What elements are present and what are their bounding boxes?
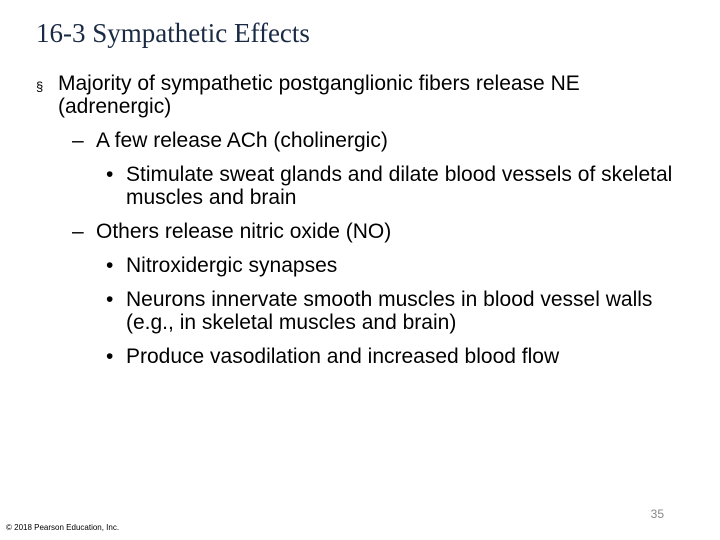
bullet-text: Stimulate sweat glands and dilate blood vessels of skeletal muscles and brain (126, 163, 673, 209)
bullet-text: Nitroxidergic synapses (126, 254, 338, 277)
slide-content (36, 72, 686, 379)
bullet-text: Neurons innervate smooth muscles in blood vessel walls (e.g., in skeletal muscles and brain) (126, 288, 653, 334)
bullet-text: Majority of sympathetic postganglionic fibers release NE (adrenergic) (58, 72, 580, 118)
bullet-text: A few release ACh (cholinergic) (96, 129, 388, 152)
dash-bullet-icon: – (72, 129, 84, 152)
bullet-level-3 (36, 288, 686, 334)
bullet-level-3 (36, 254, 686, 277)
page-number: 35 (650, 507, 664, 521)
bullet-level-2 (36, 129, 686, 152)
bullet-text: Others release nitric oxide (NO) (96, 220, 392, 243)
bullet-text: Produce vasodilation and increased blood flow (126, 345, 560, 368)
dot-bullet-icon: • (106, 345, 114, 368)
bullet-level-2 (36, 220, 686, 243)
bullet-level-3 (36, 345, 686, 368)
bullet-level-1 (36, 72, 686, 118)
slide-title: 16-3 Sympathetic Effects (36, 18, 310, 48)
dot-bullet-icon: • (106, 254, 114, 277)
bullet-level-3 (36, 163, 686, 209)
dot-bullet-icon: • (106, 163, 114, 186)
dot-bullet-icon: • (106, 288, 114, 311)
square-bullet-icon: § (36, 79, 44, 94)
copyright-notice: © 2018 Pearson Education, Inc. (6, 523, 120, 532)
dash-bullet-icon: – (72, 220, 84, 243)
